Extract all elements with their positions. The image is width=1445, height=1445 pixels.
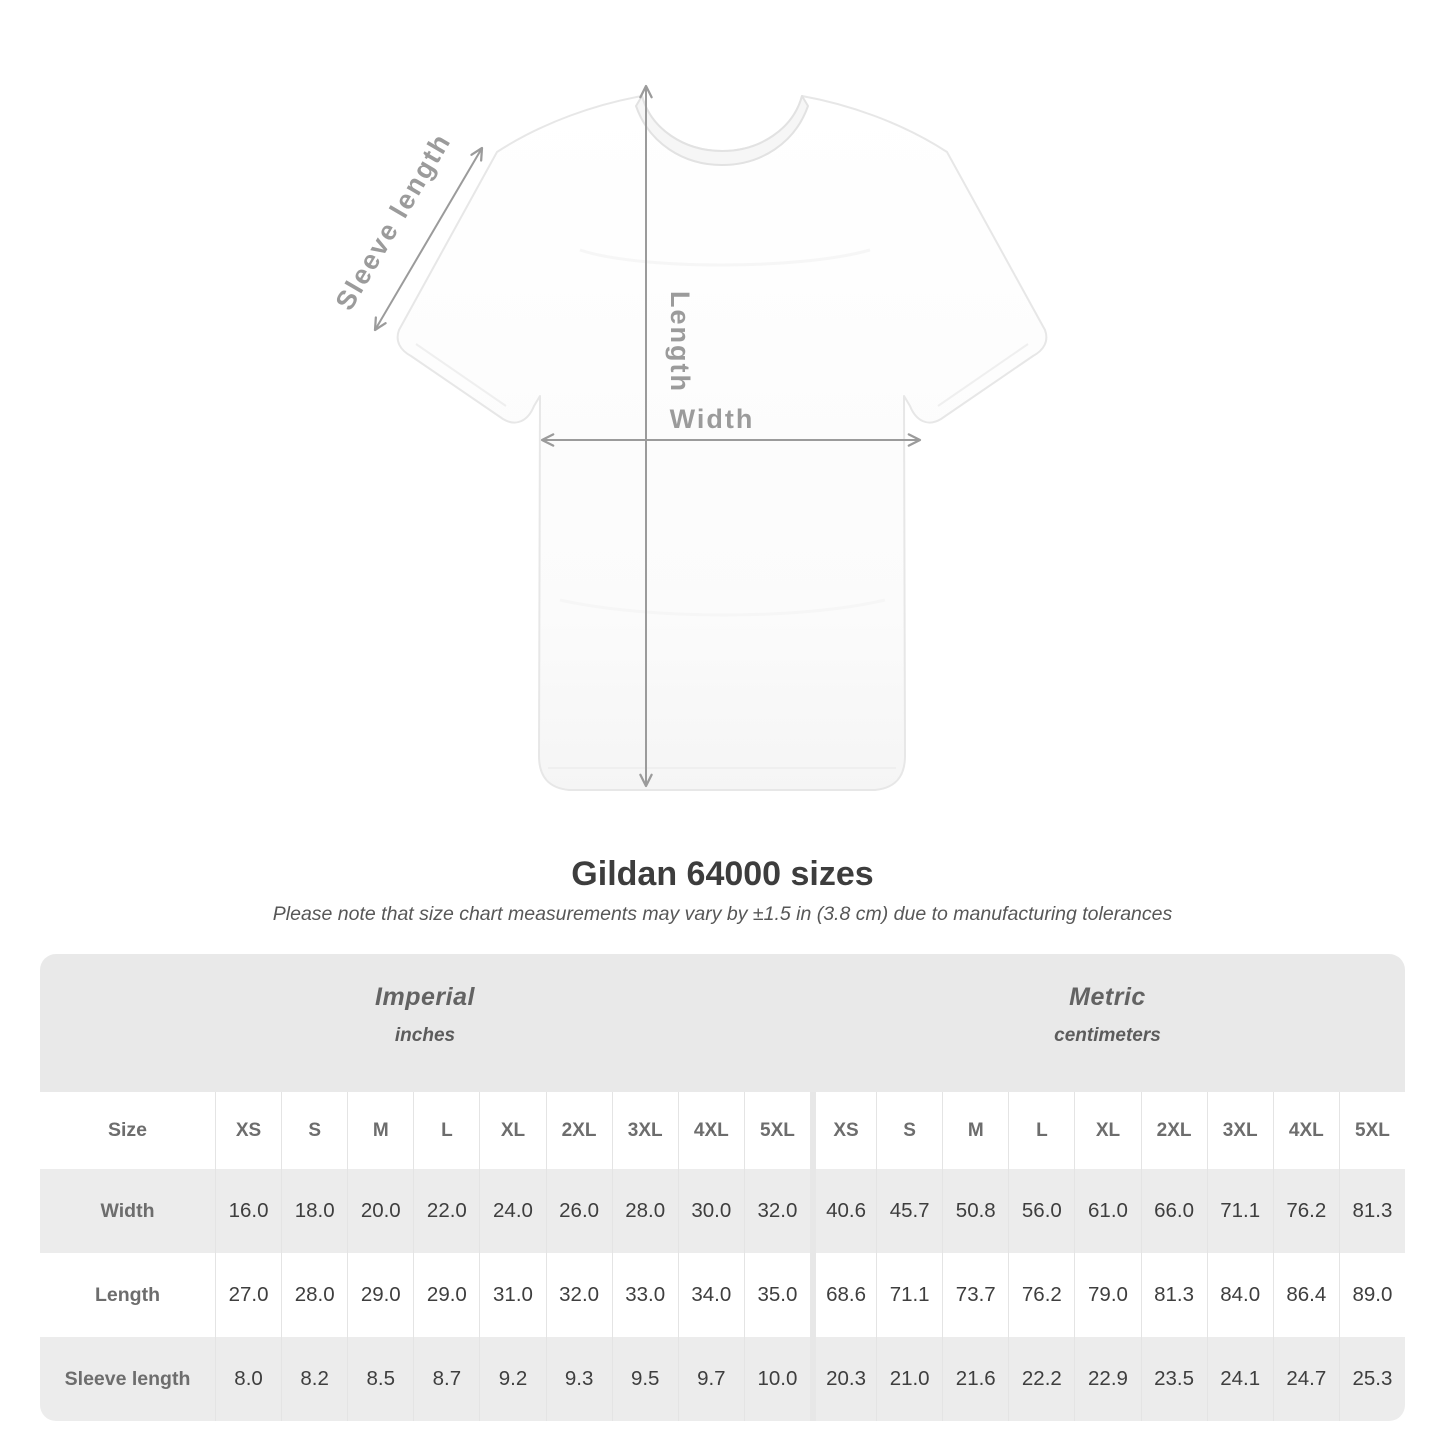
width-imperial-2xl: 26.0 [546,1169,612,1253]
width-metric-5xl: 81.3 [1339,1169,1405,1253]
sleeve-length-imperial-4xl: 9.7 [678,1337,744,1421]
size-table [40,954,1405,1421]
size-header-metric-2xl: 2XL [1141,1092,1207,1169]
size-header-metric-xs: XS [810,1092,876,1169]
sleeve-length-metric-5xl: 25.3 [1339,1337,1405,1421]
unit-group-row [40,954,1405,1092]
length-imperial-3xl: 33.0 [612,1253,678,1337]
measurement-rows [40,1169,1405,1421]
row-label: Sleeve length [40,1337,215,1421]
length-label: Length [665,291,695,393]
sleeve-length-imperial-3xl: 9.5 [612,1337,678,1421]
length-imperial-xl: 31.0 [479,1253,545,1337]
width-label: Width [669,404,755,434]
sleeve-length-label: Sleeve length [329,127,457,316]
size-header-metric-3xl: 3XL [1207,1092,1273,1169]
sleeve-length-metric-l: 22.2 [1008,1337,1074,1421]
length-metric-3xl: 84.0 [1207,1253,1273,1337]
size-header-imperial-s: S [281,1092,347,1169]
width-imperial-s: 18.0 [281,1169,347,1253]
metric-title: Metric [1069,983,1146,1012]
length-imperial-2xl: 32.0 [546,1253,612,1337]
width-metric-l: 56.0 [1008,1169,1074,1253]
size-header-imperial-xs: XS [215,1092,281,1169]
sleeve-length-metric-4xl: 24.7 [1273,1337,1339,1421]
size-header-imperial-2xl: 2XL [546,1092,612,1169]
sleeve-length-metric-xl: 22.9 [1074,1337,1140,1421]
width-metric-2xl: 66.0 [1141,1169,1207,1253]
width-imperial-5xl: 32.0 [744,1169,810,1253]
width-metric-xl: 61.0 [1074,1169,1140,1253]
sleeve-length-metric-s: 21.0 [876,1337,942,1421]
sleeve-length-metric-2xl: 23.5 [1141,1337,1207,1421]
table-row [40,1253,1405,1337]
length-metric-m: 73.7 [942,1253,1008,1337]
tolerance-note: Please note that size chart measurements may vary by ±1.5 in (3.8 cm) due to manufacturing tolerances [272,902,1173,925]
size-label: Size [40,1092,215,1169]
width-imperial-xs: 16.0 [215,1169,281,1253]
table-row [40,1337,1405,1421]
size-header-row [40,1092,1405,1169]
width-imperial-l: 22.0 [413,1169,479,1253]
tshirt-image [398,96,1047,790]
sleeve-length-imperial-2xl: 9.3 [546,1337,612,1421]
length-metric-s: 71.1 [876,1253,942,1337]
sleeve-length-imperial-xl: 9.2 [479,1337,545,1421]
length-imperial-s: 28.0 [281,1253,347,1337]
imperial-unit: inches [394,1025,456,1047]
length-imperial-5xl: 35.0 [744,1253,810,1337]
length-metric-xs: 68.6 [810,1253,876,1337]
width-imperial-m: 20.0 [347,1169,413,1253]
sleeve-length-metric-3xl: 24.1 [1207,1337,1273,1421]
metric-group-header [810,954,1405,1092]
width-metric-4xl: 76.2 [1273,1169,1339,1253]
width-metric-3xl: 71.1 [1207,1169,1273,1253]
imperial-group-header [40,954,810,1092]
row-label: Length [40,1253,215,1337]
sleeve-length-metric-xs: 20.3 [810,1337,876,1421]
length-imperial-4xl: 34.0 [678,1253,744,1337]
width-imperial-xl: 24.0 [479,1169,545,1253]
size-header-metric-l: L [1008,1092,1074,1169]
size-table-container [40,954,1405,1421]
size-header-imperial-5xl: 5XL [744,1092,810,1169]
width-metric-xs: 40.6 [810,1169,876,1253]
metric-unit: centimeters [1054,1025,1161,1047]
size-header-imperial-3xl: 3XL [612,1092,678,1169]
width-metric-m: 50.8 [942,1169,1008,1253]
length-imperial-xs: 27.0 [215,1253,281,1337]
width-imperial-3xl: 28.0 [612,1169,678,1253]
width-metric-s: 45.7 [876,1169,942,1253]
length-imperial-l: 29.0 [413,1253,479,1337]
imperial-title: Imperial [375,983,475,1012]
sleeve-length-imperial-m: 8.5 [347,1337,413,1421]
length-imperial-m: 29.0 [347,1253,413,1337]
width-imperial-4xl: 30.0 [678,1169,744,1253]
sleeve-length-metric-m: 21.6 [942,1337,1008,1421]
row-label: Width [40,1169,215,1253]
size-header-metric-4xl: 4XL [1273,1092,1339,1169]
size-header-metric-5xl: 5XL [1339,1092,1405,1169]
size-header-metric-m: M [942,1092,1008,1169]
size-header-imperial-m: M [347,1092,413,1169]
table-row [40,1169,1405,1253]
length-metric-5xl: 89.0 [1339,1253,1405,1337]
sleeve-length-imperial-l: 8.7 [413,1337,479,1421]
sleeve-length-imperial-xs: 8.0 [215,1337,281,1421]
size-header-metric-xl: XL [1074,1092,1140,1169]
size-header-imperial-4xl: 4XL [678,1092,744,1169]
length-metric-xl: 79.0 [1074,1253,1140,1337]
size-header-imperial-xl: XL [479,1092,545,1169]
size-header-imperial-l: L [413,1092,479,1169]
length-metric-2xl: 81.3 [1141,1253,1207,1337]
sleeve-length-imperial-s: 8.2 [281,1337,347,1421]
size-header-metric-s: S [876,1092,942,1169]
length-metric-4xl: 86.4 [1273,1253,1339,1337]
sleeve-length-imperial-5xl: 10.0 [744,1337,810,1421]
page-title: Gildan 64000 sizes [571,855,874,893]
length-metric-l: 76.2 [1008,1253,1074,1337]
